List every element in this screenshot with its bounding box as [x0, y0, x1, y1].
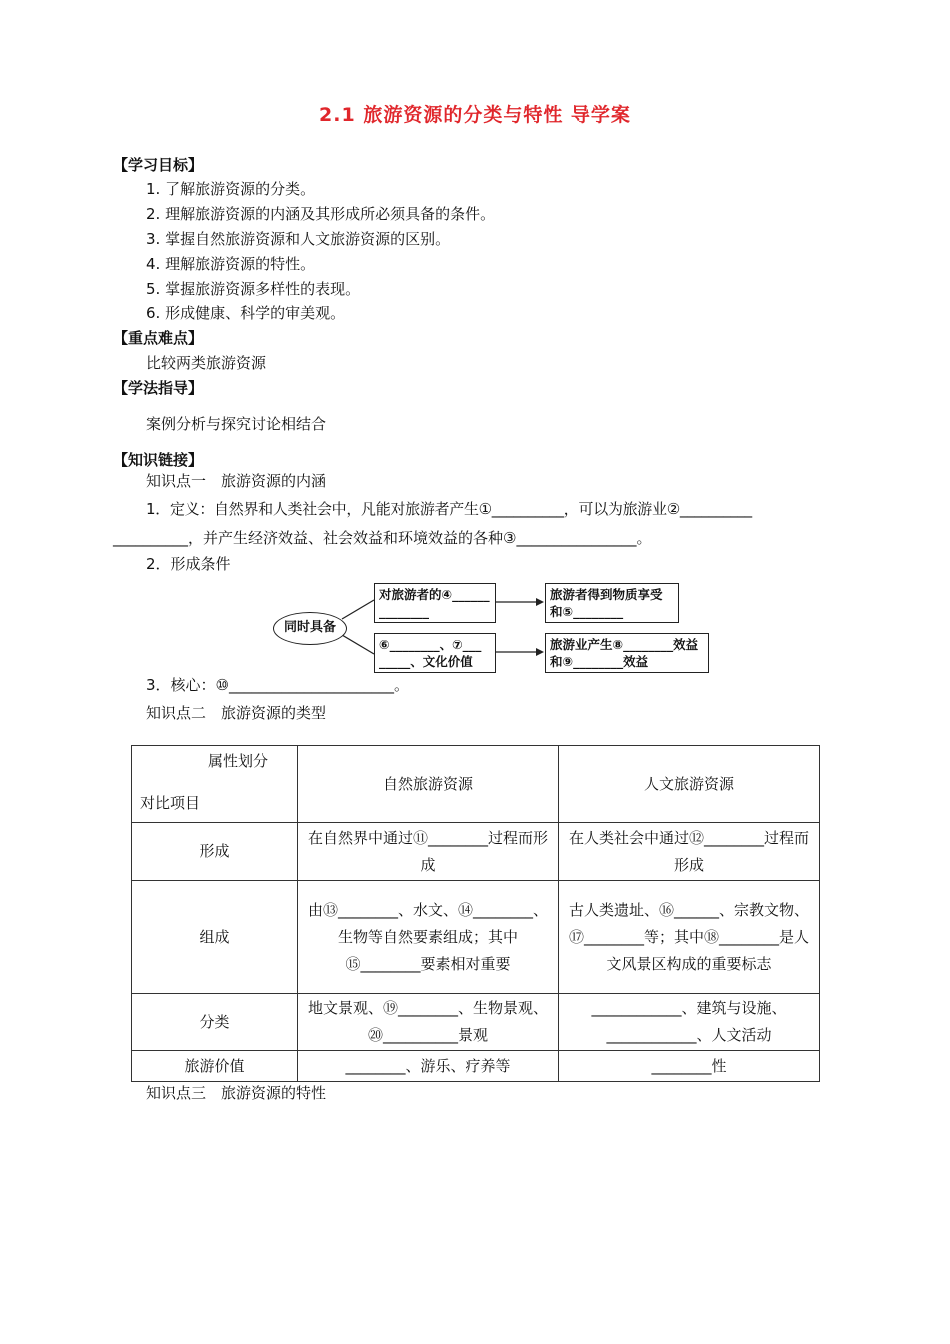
diagram-box-benefit: 旅游业产生⑧________效益和⑨________效益	[545, 633, 709, 673]
table-cell: 在人类社会中通过⑫________过程而形成	[559, 823, 820, 881]
row-label: 形成	[132, 823, 298, 881]
table-cell: ____________、建筑与设施、____________、人文活动	[559, 994, 820, 1051]
goals-heading: 【学习目标】	[113, 156, 204, 174]
method-heading: 【学法指导】	[113, 379, 204, 397]
row-label: 组成	[132, 881, 298, 994]
page-title: 2.1 旅游资源的分类与特性 导学案	[319, 104, 631, 126]
goal-item: 1. 了解旅游资源的分类。	[146, 180, 316, 198]
table-cell: ________性	[559, 1051, 820, 1082]
table-cell: 在自然界中通过⑪________过程而形成	[298, 823, 559, 881]
diagram-box-enjoyment: 旅游者得到物质享受和⑤________	[545, 583, 679, 623]
point3-heading: 知识点三 旅游资源的特性	[146, 1084, 327, 1102]
point1-heading: 知识点一 旅游资源的内涵	[146, 472, 327, 490]
key-heading: 【重点难点】	[113, 329, 204, 347]
method-text: 案例分析与探究讨论相结合	[146, 415, 327, 433]
goal-item: 3. 掌握自然旅游资源和人文旅游资源的区别。	[146, 230, 451, 248]
core-line: 3．核心：⑩______________________。	[146, 676, 409, 694]
goal-item: 5. 掌握旅游资源多样性的表现。	[146, 280, 361, 298]
definition-line: __________，并产生经济效益、社会效益和环境效益的各种③________________。	[113, 529, 652, 547]
table-cell: 地文景观、⑲________、生物景观、⑳__________景观	[298, 994, 559, 1051]
conditions-heading: 2．形成条件	[146, 555, 231, 573]
goal-item: 2. 理解旅游资源的内涵及其形成所必须具备的条件。	[146, 205, 496, 223]
diagram-center-oval: 同时具备	[273, 612, 347, 645]
table-cell: 古人类遗址、⑯______、宗教文物、⑰________等；其中⑱________是人文风景区构成的重要标志	[559, 881, 820, 994]
table-cell: 由⑬________、水文、⑭________、生物等自然要素组成；其中⑮________要素相对重要	[298, 881, 559, 994]
row-label: 分类	[132, 994, 298, 1051]
key-text: 比较两类旅游资源	[146, 354, 267, 372]
knowledge-heading: 【知识链接】	[113, 451, 204, 469]
table-corner-cell	[132, 746, 298, 823]
corner-bottom-label: 对比项目	[140, 794, 201, 812]
column-header: 人文旅游资源	[559, 746, 820, 823]
goal-item: 6. 形成健康、科学的审美观。	[146, 304, 346, 322]
corner-top-label: 属性划分	[208, 752, 269, 770]
definition-line: 1．定义：自然界和人类社会中，凡能对旅游者产生①__________，可以为旅游业②__________	[146, 500, 752, 518]
row-label: 旅游价值	[132, 1051, 298, 1082]
goal-item: 4. 理解旅游资源的特性。	[146, 255, 316, 273]
diagram-box-value: ⑥________、⑦___ _____、文化价值	[374, 633, 496, 673]
resource-comparison-table	[131, 745, 820, 1082]
point2-heading: 知识点二 旅游资源的类型	[146, 704, 327, 722]
column-header: 自然旅游资源	[298, 746, 559, 823]
diagram-box-attraction: 对旅游者的④______ ________	[374, 583, 496, 623]
table-cell: ________、游乐、疗养等	[298, 1051, 559, 1082]
